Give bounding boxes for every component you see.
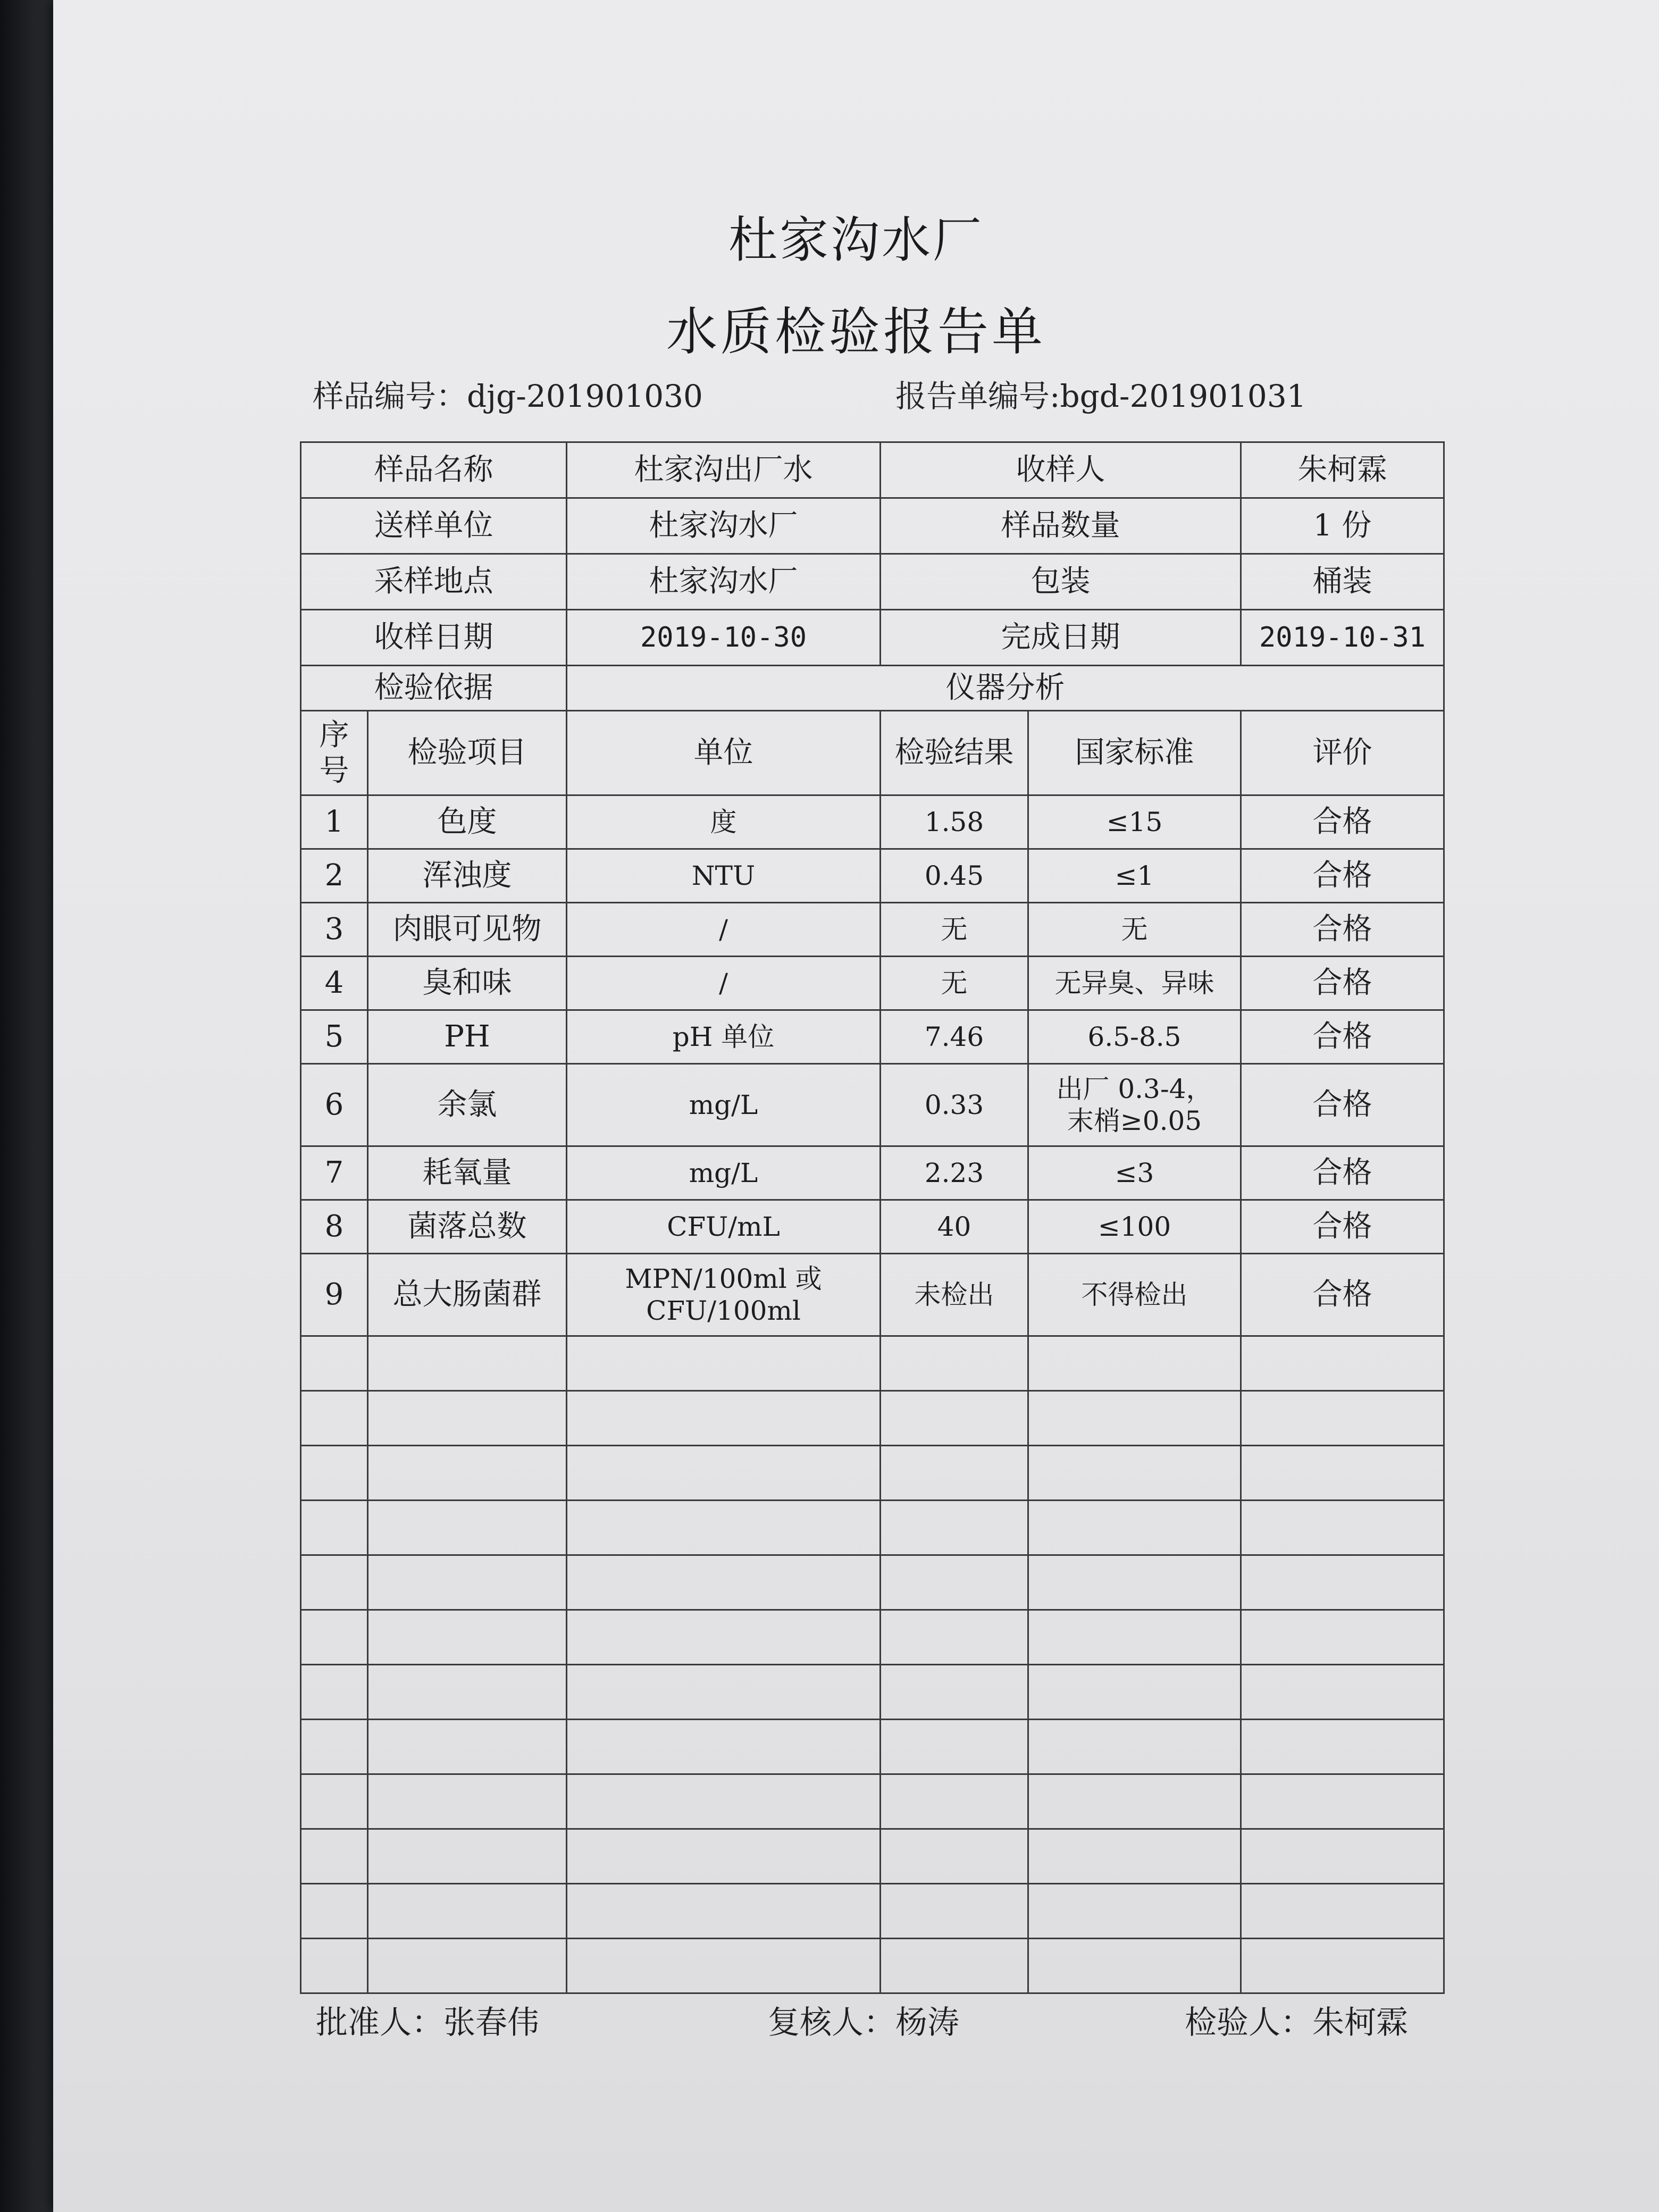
table-row bbox=[301, 1010, 1444, 1064]
document-title: 杜家沟水厂 bbox=[728, 212, 984, 269]
empty-cell bbox=[881, 1391, 1028, 1446]
document-subtitle: 水质检验报告单 bbox=[666, 302, 1046, 362]
empty-cell bbox=[881, 1501, 1028, 1555]
table-row bbox=[301, 903, 1444, 957]
table-row bbox=[301, 1064, 1444, 1146]
cell-item: 菌落总数 bbox=[368, 1200, 567, 1254]
cell-seq: 3 bbox=[301, 903, 368, 957]
cell-unit: mg/L bbox=[567, 1064, 881, 1146]
cell-result: 0.33 bbox=[881, 1064, 1028, 1146]
empty-cell bbox=[368, 1336, 567, 1391]
info-value: 杜家沟水厂 bbox=[567, 554, 881, 610]
empty-table-row bbox=[301, 1720, 1444, 1774]
empty-table-row bbox=[301, 1610, 1444, 1665]
empty-cell bbox=[567, 1720, 881, 1774]
table-row bbox=[301, 1254, 1444, 1336]
info-label: 收样日期 bbox=[301, 610, 567, 666]
cell-evaluation: 合格 bbox=[1241, 1010, 1444, 1064]
empty-cell bbox=[1028, 1555, 1241, 1610]
empty-cell bbox=[1028, 1446, 1241, 1501]
cell-item: 总大肠菌群 bbox=[368, 1254, 567, 1336]
cell-item: 余氯 bbox=[368, 1064, 567, 1146]
empty-cell bbox=[567, 1774, 881, 1829]
cell-unit: CFU/mL bbox=[567, 1200, 881, 1254]
info-label: 采样地点 bbox=[301, 554, 567, 610]
empty-table-row bbox=[301, 1391, 1444, 1446]
cell-unit: NTU bbox=[567, 849, 881, 903]
cell-item: 浑浊度 bbox=[368, 849, 567, 903]
cell-seq: 8 bbox=[301, 1200, 368, 1254]
table-row bbox=[301, 957, 1444, 1010]
info-row bbox=[301, 610, 1444, 666]
empty-cell bbox=[1028, 1720, 1241, 1774]
cell-result: 无 bbox=[881, 957, 1028, 1010]
empty-cell bbox=[301, 1774, 368, 1829]
empty-table-row bbox=[301, 1446, 1444, 1501]
cell-standard: ≤15 bbox=[1028, 795, 1241, 849]
empty-table-row bbox=[301, 1939, 1444, 1993]
cell-item: PH bbox=[368, 1010, 567, 1064]
col-evaluation-header: 评价 bbox=[1241, 711, 1444, 795]
empty-cell bbox=[301, 1939, 368, 1993]
empty-cell bbox=[567, 1665, 881, 1720]
empty-cell bbox=[1028, 1391, 1241, 1446]
column-header-row bbox=[301, 711, 1444, 795]
empty-cell bbox=[881, 1610, 1028, 1665]
empty-cell bbox=[1028, 1939, 1241, 1993]
empty-cell bbox=[1241, 1501, 1444, 1555]
col-unit-header: 单位 bbox=[567, 711, 881, 795]
info-value: 2019-10-31 bbox=[1241, 610, 1444, 666]
empty-cell bbox=[1241, 1939, 1444, 1993]
info-label: 样品名称 bbox=[301, 442, 567, 498]
empty-cell bbox=[1241, 1610, 1444, 1665]
cell-item: 耗氧量 bbox=[368, 1146, 567, 1200]
empty-cell bbox=[301, 1555, 368, 1610]
cell-unit: / bbox=[567, 957, 881, 1010]
cell-standard: 6.5-8.5 bbox=[1028, 1010, 1241, 1064]
report-number: 报告单编号:bgd-201901031 bbox=[895, 378, 1306, 414]
empty-table-row bbox=[301, 1829, 1444, 1884]
empty-cell bbox=[368, 1774, 567, 1829]
cell-seq: 2 bbox=[301, 849, 368, 903]
empty-cell bbox=[1028, 1665, 1241, 1720]
cell-standard: ≤3 bbox=[1028, 1146, 1241, 1200]
empty-cell bbox=[1241, 1829, 1444, 1884]
empty-cell bbox=[881, 1446, 1028, 1501]
empty-cell bbox=[881, 1939, 1028, 1993]
empty-cell bbox=[368, 1665, 567, 1720]
empty-cell bbox=[881, 1665, 1028, 1720]
cell-evaluation: 合格 bbox=[1241, 903, 1444, 957]
cell-result: 无 bbox=[881, 903, 1028, 957]
cell-evaluation: 合格 bbox=[1241, 1064, 1444, 1146]
empty-table-row bbox=[301, 1555, 1444, 1610]
cell-evaluation: 合格 bbox=[1241, 957, 1444, 1010]
empty-table-row bbox=[301, 1884, 1444, 1939]
cell-evaluation: 合格 bbox=[1241, 849, 1444, 903]
empty-cell bbox=[1241, 1336, 1444, 1391]
empty-cell bbox=[301, 1336, 368, 1391]
cell-item: 肉眼可见物 bbox=[368, 903, 567, 957]
empty-cell bbox=[368, 1829, 567, 1884]
empty-cell bbox=[301, 1884, 368, 1939]
empty-cell bbox=[1241, 1720, 1444, 1774]
cell-item: 色度 bbox=[368, 795, 567, 849]
empty-cell bbox=[301, 1501, 368, 1555]
cell-standard: 无 bbox=[1028, 903, 1241, 957]
empty-cell bbox=[881, 1884, 1028, 1939]
empty-cell bbox=[368, 1610, 567, 1665]
info-row bbox=[301, 498, 1444, 554]
cell-seq: 5 bbox=[301, 1010, 368, 1064]
info-value: 桶装 bbox=[1241, 554, 1444, 610]
col-seq-header: 序号 bbox=[301, 711, 368, 795]
info-value: 2019-10-30 bbox=[567, 610, 881, 666]
table-row bbox=[301, 795, 1444, 849]
empty-cell bbox=[567, 1501, 881, 1555]
info-value: 朱柯霖 bbox=[1241, 442, 1444, 498]
cell-unit: pH 单位 bbox=[567, 1010, 881, 1064]
empty-cell bbox=[1241, 1884, 1444, 1939]
empty-cell bbox=[1241, 1391, 1444, 1446]
cell-result: 未检出 bbox=[881, 1254, 1028, 1336]
sample-number: 样品编号：djg-201901030 bbox=[313, 378, 703, 414]
empty-cell bbox=[368, 1501, 567, 1555]
cell-evaluation: 合格 bbox=[1241, 1254, 1444, 1336]
empty-cell bbox=[567, 1555, 881, 1610]
approver: 批准人：张春伟 bbox=[316, 2004, 539, 2041]
empty-cell bbox=[567, 1391, 881, 1446]
empty-cell bbox=[1028, 1610, 1241, 1665]
cell-result: 1.58 bbox=[881, 795, 1028, 849]
empty-cell bbox=[368, 1720, 567, 1774]
empty-table-row bbox=[301, 1665, 1444, 1720]
cell-unit: MPN/100ml 或 CFU/100ml bbox=[567, 1254, 881, 1336]
info-row bbox=[301, 554, 1444, 610]
cell-seq: 4 bbox=[301, 957, 368, 1010]
info-value: 1 份 bbox=[1241, 498, 1444, 554]
empty-cell bbox=[1241, 1774, 1444, 1829]
cell-standard: ≤1 bbox=[1028, 849, 1241, 903]
info-value: 杜家沟水厂 bbox=[567, 498, 881, 554]
empty-cell bbox=[567, 1829, 881, 1884]
empty-cell bbox=[881, 1555, 1028, 1610]
info-label: 完成日期 bbox=[881, 610, 1241, 666]
empty-table-row bbox=[301, 1336, 1444, 1391]
empty-cell bbox=[567, 1939, 881, 1993]
empty-cell bbox=[368, 1939, 567, 1993]
empty-cell bbox=[301, 1665, 368, 1720]
water-quality-table bbox=[300, 441, 1445, 1994]
cell-unit: / bbox=[567, 903, 881, 957]
cell-evaluation: 合格 bbox=[1241, 1146, 1444, 1200]
info-row bbox=[301, 442, 1444, 498]
cell-standard: 出厂 0.3-4， 末梢≥0.05 bbox=[1028, 1064, 1241, 1146]
empty-cell bbox=[881, 1336, 1028, 1391]
empty-cell bbox=[368, 1391, 567, 1446]
empty-cell bbox=[1028, 1336, 1241, 1391]
table-row bbox=[301, 1146, 1444, 1200]
cell-seq: 9 bbox=[301, 1254, 368, 1336]
cell-unit: 度 bbox=[567, 795, 881, 849]
empty-table-row bbox=[301, 1774, 1444, 1829]
table-row bbox=[301, 1200, 1444, 1254]
empty-cell bbox=[881, 1720, 1028, 1774]
info-label: 送样单位 bbox=[301, 498, 567, 554]
cell-result: 7.46 bbox=[881, 1010, 1028, 1064]
cell-standard: ≤100 bbox=[1028, 1200, 1241, 1254]
empty-cell bbox=[301, 1446, 368, 1501]
empty-table-row bbox=[301, 1501, 1444, 1555]
empty-cell bbox=[567, 1336, 881, 1391]
info-label: 包装 bbox=[881, 554, 1241, 610]
cell-evaluation: 合格 bbox=[1241, 1200, 1444, 1254]
cell-seq: 6 bbox=[301, 1064, 368, 1146]
empty-cell bbox=[1241, 1555, 1444, 1610]
reviewer: 复核人：杨涛 bbox=[768, 2004, 959, 2041]
cell-result: 40 bbox=[881, 1200, 1028, 1254]
cell-seq: 7 bbox=[301, 1146, 368, 1200]
cell-result: 0.45 bbox=[881, 849, 1028, 903]
table-row bbox=[301, 849, 1444, 903]
empty-cell bbox=[567, 1446, 881, 1501]
info-value: 杜家沟出厂水 bbox=[567, 442, 881, 498]
cell-unit: mg/L bbox=[567, 1146, 881, 1200]
cell-item: 臭和味 bbox=[368, 957, 567, 1010]
empty-cell bbox=[1028, 1884, 1241, 1939]
empty-cell bbox=[368, 1884, 567, 1939]
cell-standard: 不得检出 bbox=[1028, 1254, 1241, 1336]
basis-label: 检验依据 bbox=[301, 666, 567, 711]
empty-cell bbox=[1028, 1774, 1241, 1829]
empty-cell bbox=[301, 1720, 368, 1774]
empty-cell bbox=[368, 1555, 567, 1610]
empty-cell bbox=[567, 1884, 881, 1939]
col-standard-header: 国家标准 bbox=[1028, 711, 1241, 795]
empty-cell bbox=[881, 1829, 1028, 1884]
cell-seq: 1 bbox=[301, 795, 368, 849]
report-paper bbox=[53, 0, 1659, 2212]
basis-value: 仪器分析 bbox=[567, 666, 1444, 711]
empty-cell bbox=[1241, 1665, 1444, 1720]
empty-cell bbox=[301, 1610, 368, 1665]
empty-cell bbox=[1241, 1446, 1444, 1501]
empty-cell bbox=[881, 1774, 1028, 1829]
col-result-header: 检验结果 bbox=[881, 711, 1028, 795]
empty-cell bbox=[301, 1829, 368, 1884]
empty-cell bbox=[368, 1446, 567, 1501]
cell-result: 2.23 bbox=[881, 1146, 1028, 1200]
basis-row bbox=[301, 666, 1444, 711]
cell-evaluation: 合格 bbox=[1241, 795, 1444, 849]
info-label: 收样人 bbox=[881, 442, 1241, 498]
info-label: 样品数量 bbox=[881, 498, 1241, 554]
cell-standard: 无异臭、异味 bbox=[1028, 957, 1241, 1010]
empty-cell bbox=[1028, 1829, 1241, 1884]
empty-cell bbox=[567, 1610, 881, 1665]
empty-cell bbox=[301, 1391, 368, 1446]
empty-cell bbox=[1028, 1501, 1241, 1555]
inspector: 检验人：朱柯霖 bbox=[1185, 2004, 1408, 2041]
col-item-header: 检验项目 bbox=[368, 711, 567, 795]
